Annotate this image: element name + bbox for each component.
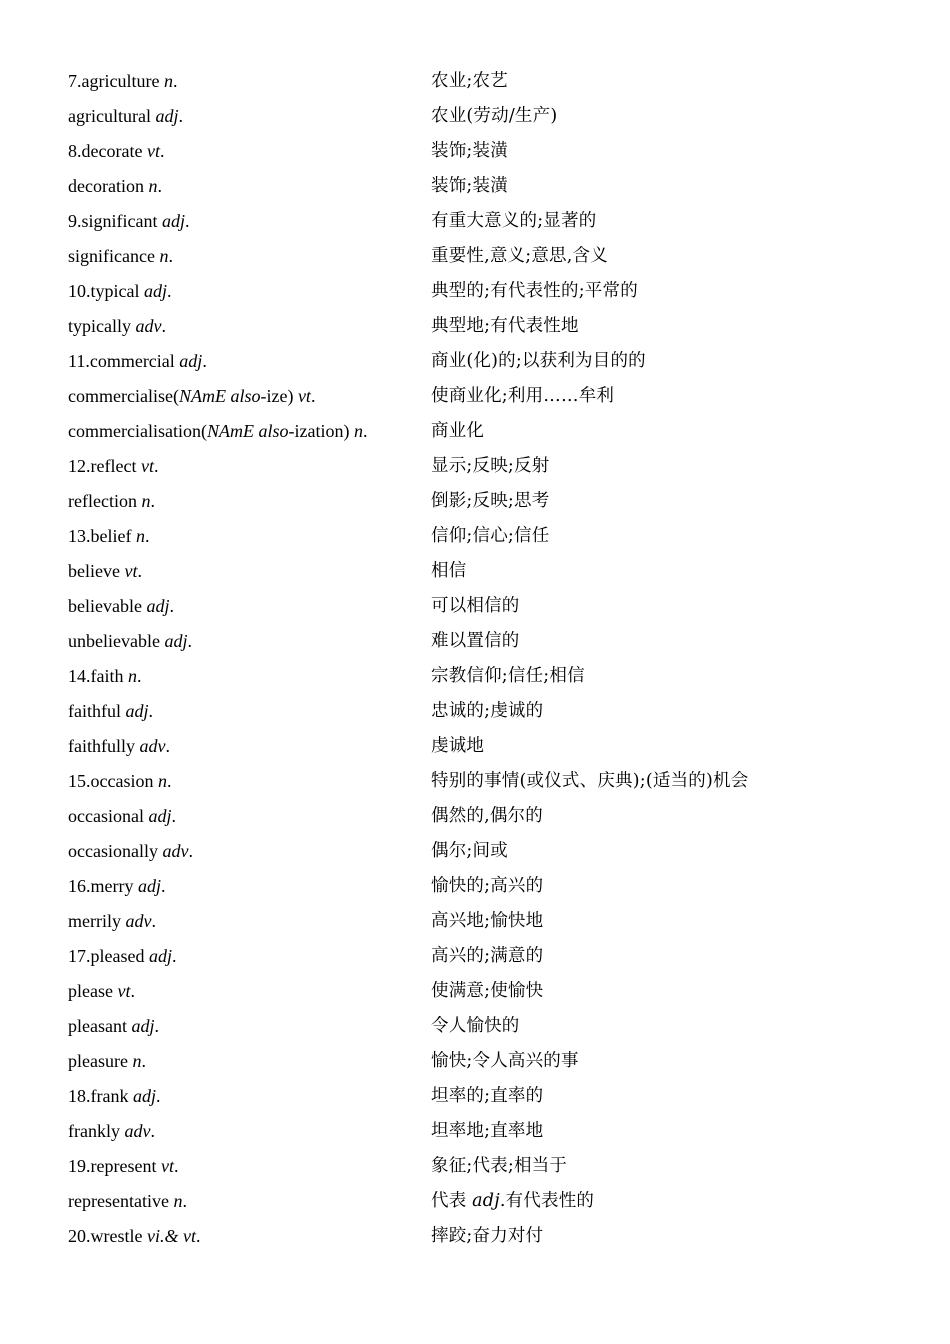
part-of-speech: n	[141, 490, 151, 511]
vocab-term	[68, 946, 431, 966]
part-of-speech: vt	[160, 1155, 174, 1176]
vocab-row	[68, 518, 928, 553]
meaning-text: .有代表性的	[499, 1190, 595, 1211]
vocab-term	[68, 1051, 431, 1071]
term-text: -ize)	[260, 385, 298, 406]
part-of-speech: n	[135, 525, 145, 546]
meaning-text: 商业(化)的;以获利为目的的	[431, 350, 646, 371]
meaning-text: 重要性,意义;意思,含义	[431, 245, 608, 266]
part-of-speech: n	[163, 70, 173, 91]
vocab-meaning	[431, 106, 928, 126]
part-of-speech: n	[159, 245, 169, 266]
meaning-text: 典型的;有代表性的;平常的	[431, 280, 638, 301]
vocab-row	[68, 308, 928, 343]
term-text: .	[169, 595, 174, 616]
vocab-meaning	[431, 596, 928, 616]
meaning-text: 高兴地;愉快地	[431, 910, 544, 931]
vocab-meaning	[431, 1156, 928, 1176]
vocab-term	[68, 421, 431, 441]
part-of-speech: n	[128, 665, 137, 686]
part-of-speech: adj	[132, 1085, 156, 1106]
term-text: occasionally	[68, 840, 163, 861]
vocab-meaning	[431, 1016, 928, 1036]
term-text: 18.frank	[68, 1085, 133, 1106]
meaning-text: 信仰;信心;信任	[431, 525, 550, 546]
term-text: .	[154, 1015, 159, 1036]
term-text: representative	[68, 1190, 174, 1211]
vocab-meaning	[431, 771, 928, 791]
term-text: faithful	[68, 700, 126, 721]
term-text: 13.belief	[68, 525, 136, 546]
part-of-speech: adj	[131, 1015, 155, 1036]
vocab-row	[68, 273, 928, 308]
part-of-speech: vt	[297, 385, 311, 406]
part-of-speech: NAmE also	[206, 420, 289, 441]
vocab-term	[68, 666, 431, 686]
vocab-row	[68, 763, 928, 798]
part-of-speech: NAmE also	[178, 385, 261, 406]
vocab-term	[68, 1156, 431, 1176]
vocab-row	[68, 1218, 928, 1253]
part-of-speech: adj	[179, 350, 203, 371]
vocab-meaning	[431, 736, 928, 756]
vocab-term	[68, 141, 431, 161]
term-text: 11.commercial	[68, 350, 180, 371]
vocab-term	[68, 456, 431, 476]
vocab-term	[68, 1121, 431, 1141]
vocab-row	[68, 1043, 928, 1078]
vocab-meaning	[431, 1086, 928, 1106]
meaning-text: 商业化	[431, 420, 485, 441]
part-of-speech: adj	[161, 210, 185, 231]
term-text: .	[172, 70, 178, 91]
term-text: .	[167, 280, 172, 301]
vocab-meaning	[431, 701, 928, 721]
vocab-row	[68, 658, 928, 693]
vocab-term	[68, 246, 431, 266]
vocab-term	[68, 211, 431, 231]
vocab-meaning	[431, 1051, 928, 1071]
term-text: .	[188, 840, 193, 861]
part-of-speech: vt	[146, 140, 160, 161]
vocab-meaning	[431, 176, 928, 196]
vocab-meaning	[431, 491, 928, 511]
vocab-row	[68, 833, 928, 868]
vocab-row	[68, 343, 928, 378]
vocab-term	[68, 631, 431, 651]
part-of-speech: n	[157, 770, 167, 791]
vocab-row	[68, 938, 928, 973]
meaning-text: 难以置信的	[431, 630, 520, 651]
part-of-speech: adj	[155, 105, 179, 126]
term-text: .	[173, 1155, 179, 1176]
vocab-row	[68, 693, 928, 728]
vocab-row	[68, 973, 928, 1008]
part-of-speech: adv	[139, 735, 166, 756]
vocab-row	[68, 728, 928, 763]
term-text: .	[195, 1225, 201, 1246]
vocab-row	[68, 413, 928, 448]
term-text: .	[187, 630, 192, 651]
vocab-row	[68, 203, 928, 238]
meaning-text: 坦率地;直率地	[431, 1120, 544, 1141]
vocab-meaning	[431, 841, 928, 861]
vocab-term	[68, 771, 431, 791]
meaning-text: 虔诚地	[431, 735, 485, 756]
term-text: .	[202, 350, 207, 371]
part-of-speech: adj	[148, 805, 172, 826]
vocab-meaning	[431, 141, 928, 161]
term-text: .	[362, 420, 368, 441]
vocab-term	[68, 911, 431, 931]
vocab-row	[68, 903, 928, 938]
meaning-text: 倒影;反映;思考	[431, 490, 550, 511]
term-text: .	[137, 560, 142, 581]
vocab-row	[68, 1008, 928, 1043]
term-text: 9.significant	[68, 210, 162, 231]
term-text: faithfully	[68, 735, 140, 756]
part-of-speech: n	[148, 175, 158, 196]
meaning-text: 坦率的;直率的	[431, 1085, 544, 1106]
vocab-meaning	[431, 1191, 928, 1211]
term-text: .	[137, 665, 142, 686]
meaning-text: 相信	[431, 560, 467, 581]
vocab-meaning	[431, 211, 928, 231]
meaning-text: 偶然的,偶尔的	[431, 805, 543, 826]
vocab-meaning	[431, 1121, 928, 1141]
term-text: .	[141, 1050, 146, 1071]
meaning-text: 使商业化;利用……牟利	[431, 385, 615, 406]
vocab-row	[68, 168, 928, 203]
vocab-term	[68, 1016, 431, 1036]
term-text: occasional	[68, 805, 149, 826]
vocab-row	[68, 588, 928, 623]
meaning-text: 特别的事情(或仪式、庆典);(适当的)机会	[431, 770, 749, 791]
vocab-row	[68, 868, 928, 903]
vocab-meaning	[431, 981, 928, 1001]
vocab-term	[68, 1191, 431, 1211]
vocab-row	[68, 448, 928, 483]
part-of-speech: adj	[472, 1190, 500, 1211]
vocab-row	[68, 63, 928, 98]
term-text: reflection	[68, 490, 142, 511]
vocab-meaning	[431, 911, 928, 931]
meaning-text: 农业(劳动/生产)	[431, 105, 558, 126]
term-text: -ization)	[288, 420, 354, 441]
vocab-row	[68, 1148, 928, 1183]
term-text: frankly	[68, 1120, 125, 1141]
part-of-speech: adj	[148, 945, 172, 966]
vocab-term	[68, 71, 431, 91]
meaning-text: 忠诚的;虔诚的	[431, 700, 544, 721]
vocab-term	[68, 841, 431, 861]
vocab-meaning	[431, 946, 928, 966]
vocab-meaning	[431, 456, 928, 476]
meaning-text: 代表	[431, 1190, 473, 1211]
part-of-speech: adj	[164, 630, 188, 651]
vocab-term	[68, 351, 431, 371]
vocab-row	[68, 1113, 928, 1148]
vocab-term	[68, 386, 431, 406]
term-text: .	[165, 735, 170, 756]
vocab-row	[68, 483, 928, 518]
part-of-speech: adv	[124, 1120, 151, 1141]
meaning-text: 愉快;令人高兴的事	[431, 1050, 579, 1071]
vocab-term	[68, 1226, 431, 1246]
term-text: 7.agriculture	[68, 70, 164, 91]
vocab-term	[68, 736, 431, 756]
part-of-speech: adv	[162, 840, 189, 861]
term-text: unbelievable	[68, 630, 165, 651]
vocab-term	[68, 281, 431, 301]
term-text: 12.reflect	[68, 455, 141, 476]
term-text: please	[68, 980, 118, 1001]
meaning-text: 令人愉快的	[431, 1015, 520, 1036]
vocab-meaning	[431, 246, 928, 266]
meaning-text: 使满意;使愉快	[431, 980, 544, 1001]
term-text: .	[171, 805, 176, 826]
term-text: .	[168, 245, 173, 266]
vocab-row	[68, 98, 928, 133]
term-text: .	[161, 315, 166, 336]
term-text: .	[156, 1085, 161, 1106]
vocab-term	[68, 981, 431, 1001]
term-text: .	[157, 175, 162, 196]
term-text: .	[182, 1190, 187, 1211]
meaning-text: 装饰;装潢	[431, 140, 508, 161]
vocab-term	[68, 806, 431, 826]
part-of-speech: vt	[117, 980, 131, 1001]
vocab-meaning	[431, 561, 928, 581]
part-of-speech: adj	[146, 595, 170, 616]
term-text: 8.decorate	[68, 140, 147, 161]
term-text: commercialisation(	[68, 420, 207, 441]
term-text: merrily	[68, 910, 126, 931]
meaning-text: 典型地;有代表性地	[431, 315, 579, 336]
part-of-speech: adj	[143, 280, 167, 301]
part-of-speech: adj	[137, 875, 161, 896]
vocab-row	[68, 1078, 928, 1113]
vocab-term	[68, 1086, 431, 1106]
term-text: decoration	[68, 175, 149, 196]
part-of-speech: adv	[125, 910, 152, 931]
term-text: believe	[68, 560, 125, 581]
term-text: .	[172, 945, 177, 966]
term-text: significance	[68, 245, 160, 266]
term-text: agricultural	[68, 105, 156, 126]
vocab-meaning	[431, 71, 928, 91]
vocab-meaning	[431, 806, 928, 826]
vocab-term	[68, 176, 431, 196]
vocab-meaning	[431, 316, 928, 336]
vocab-term	[68, 596, 431, 616]
meaning-text: 有重大意义的;显著的	[431, 210, 597, 231]
meaning-text: 宗教信仰;信任;相信	[431, 665, 585, 686]
term-text: .	[144, 525, 150, 546]
vocab-term	[68, 491, 431, 511]
term-text: .	[178, 105, 183, 126]
meaning-text: 装饰;装潢	[431, 175, 508, 196]
term-text: .	[130, 980, 135, 1001]
term-text: typically	[68, 315, 136, 336]
vocab-row	[68, 623, 928, 658]
part-of-speech: n	[132, 1050, 142, 1071]
term-text: 15.occasion	[68, 770, 158, 791]
meaning-text: 高兴的;满意的	[431, 945, 544, 966]
vocab-term	[68, 876, 431, 896]
vocab-term	[68, 701, 431, 721]
term-text: commercialise(	[68, 385, 179, 406]
vocab-meaning	[431, 1226, 928, 1246]
part-of-speech: n	[353, 420, 363, 441]
meaning-text: 农业;农艺	[431, 70, 508, 91]
term-text: .	[151, 910, 156, 931]
term-text: 19.represent	[68, 1155, 161, 1176]
term-text: .	[153, 455, 159, 476]
part-of-speech: n	[173, 1190, 183, 1211]
vocab-row	[68, 133, 928, 168]
vocab-term	[68, 561, 431, 581]
part-of-speech: vt	[140, 455, 154, 476]
vocabulary-list	[68, 63, 928, 1253]
vocab-row	[68, 238, 928, 273]
term-text: .	[310, 385, 316, 406]
term-text: .	[159, 140, 165, 161]
term-text: 20.wrestle	[68, 1225, 147, 1246]
meaning-text: 显示;反映;反射	[431, 455, 550, 476]
term-text: .	[150, 1120, 155, 1141]
vocab-row	[68, 553, 928, 588]
term-text: pleasure	[68, 1050, 133, 1071]
vocab-row	[68, 798, 928, 833]
meaning-text: 偶尔;间或	[431, 840, 508, 861]
term-text: 17.pleased	[68, 945, 149, 966]
meaning-text: 可以相信的	[431, 595, 520, 616]
vocab-meaning	[431, 876, 928, 896]
vocab-meaning	[431, 666, 928, 686]
part-of-speech: adv	[135, 315, 162, 336]
term-text: 10.typical	[68, 280, 144, 301]
vocab-term	[68, 316, 431, 336]
vocab-term	[68, 526, 431, 546]
meaning-text: 象征;代表;相当于	[431, 1155, 568, 1176]
term-text: 16.merry	[68, 875, 138, 896]
meaning-text: 摔跤;奋力对付	[431, 1225, 544, 1246]
term-text: .	[166, 770, 172, 791]
term-text: .	[148, 700, 153, 721]
part-of-speech: adj	[125, 700, 149, 721]
vocab-meaning	[431, 281, 928, 301]
part-of-speech: vi.& vt	[146, 1225, 196, 1246]
vocab-meaning	[431, 421, 928, 441]
term-text: believable	[68, 595, 147, 616]
part-of-speech: vt	[124, 560, 138, 581]
term-text: 14.faith	[68, 665, 128, 686]
meaning-text: 愉快的;高兴的	[431, 875, 544, 896]
vocab-meaning	[431, 526, 928, 546]
vocab-meaning	[431, 631, 928, 651]
vocab-row	[68, 1183, 928, 1218]
vocab-term	[68, 106, 431, 126]
vocab-row	[68, 378, 928, 413]
vocab-meaning	[431, 386, 928, 406]
term-text: .	[161, 875, 166, 896]
term-text: .	[185, 210, 190, 231]
term-text: .	[150, 490, 155, 511]
term-text: pleasant	[68, 1015, 132, 1036]
vocab-meaning	[431, 351, 928, 371]
